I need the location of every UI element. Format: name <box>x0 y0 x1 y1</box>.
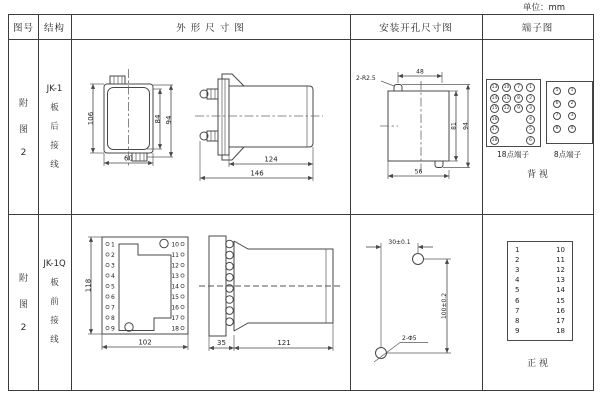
terminal-pin: 11 <box>503 95 510 101</box>
pin-number: 18 <box>556 326 565 335</box>
dim-front-outer-height: 94 <box>165 115 173 125</box>
terminal-block-18pt <box>486 79 541 147</box>
terminal-pin: 4 <box>568 125 576 133</box>
pin-number: 5 <box>515 286 520 295</box>
pin-number: 6 <box>515 296 520 305</box>
pin-number: 8 <box>111 314 115 322</box>
terminal-pin: 5 <box>526 125 535 134</box>
terminal-pin: 2 <box>526 94 535 103</box>
pin-number: 7 <box>111 304 115 312</box>
dim-side-flange: 35 <box>217 339 226 347</box>
terminal-pin: 8 <box>514 94 523 103</box>
label-hole-diameter: 2-Φ5 <box>402 335 417 342</box>
fig-char: 图 <box>18 124 28 135</box>
pin-number: 16 <box>556 306 565 315</box>
terminal-block-8pt <box>546 81 593 144</box>
pin-number: 18 <box>171 325 179 333</box>
terminal-pin: 16 <box>491 116 498 122</box>
header-install-dims: 安装开孔尺寸图 <box>379 23 453 34</box>
dim-install-top-width: 48 <box>416 68 424 76</box>
terminal-pin: 6 <box>553 100 561 108</box>
model-name: JK-1Q <box>43 259 66 269</box>
pin-number: 9 <box>111 325 115 333</box>
header-structure: 结构 <box>43 23 65 34</box>
struct-char: 接 <box>50 140 59 151</box>
label-18pt: 18点端子 <box>496 150 530 159</box>
struct-char: 后 <box>50 121 59 132</box>
struct-char: 接 <box>50 316 59 326</box>
pin-number: 10 <box>556 246 565 254</box>
pin-number: 13 <box>171 272 179 280</box>
label-8pt: 8点端子 <box>553 150 582 159</box>
pin-number: 8 <box>515 316 520 325</box>
row2-terminal-cell <box>482 214 593 390</box>
fig-char: 2 <box>20 323 27 333</box>
dim-hole-spacing-y: 100±0.2 <box>441 292 449 320</box>
pin-number: 15 <box>171 293 179 301</box>
pin-number: 15 <box>556 296 565 305</box>
row1-front-view <box>87 69 173 167</box>
row2-structure <box>38 214 71 390</box>
label-rear-view: 背 视 <box>527 170 548 180</box>
dim-side-body: 124 <box>264 155 278 164</box>
pin-number: 3 <box>111 262 115 270</box>
label-front-view: 正 视 <box>527 359 548 369</box>
terminal-pin: 8 <box>553 125 561 133</box>
struct-char: 线 <box>50 159 59 170</box>
pin-number: 12 <box>556 266 565 275</box>
fig-char: 附 <box>18 98 28 109</box>
dim-install-outer-height: 94 <box>462 122 470 130</box>
terminal-pin: 2 <box>568 100 576 108</box>
terminal-pin: 5 <box>553 87 561 95</box>
drawing-table <box>8 14 594 391</box>
dim-front-width: 102 <box>138 338 152 347</box>
pin-number: 4 <box>515 276 520 285</box>
row1-fig-no <box>9 39 38 214</box>
pin-number: 10 <box>171 241 179 249</box>
pin-number: 13 <box>556 276 565 285</box>
row1-side-view <box>195 74 323 181</box>
dim-side-body: 121 <box>277 339 291 347</box>
terminal-pin: 3 <box>526 104 535 113</box>
pin-number: 17 <box>556 316 565 325</box>
fig-char: 附 <box>18 274 28 284</box>
pin-number: 16 <box>171 304 179 312</box>
dim-front-inner-height: 84 <box>154 114 162 124</box>
terminal-pin: 6 <box>526 136 535 145</box>
dim-front-width: 60 <box>124 154 133 163</box>
header-terminal-diagram: 端子图 <box>521 23 554 34</box>
fig-char: 2 <box>20 147 27 158</box>
terminal-pin: 7 <box>553 112 561 120</box>
pin-number: 6 <box>111 293 115 301</box>
pin-number: 2 <box>515 256 520 265</box>
row1-structure <box>38 39 71 214</box>
header-outline-dims: 外 形 尺 寸 图 <box>176 23 245 34</box>
dim-hole-spacing-x: 30±0.1 <box>388 239 411 246</box>
dim-front-height: 106 <box>87 111 95 126</box>
fig-char: 图 <box>18 300 28 310</box>
header-fig-no: 图号 <box>12 23 34 34</box>
row2-fig-no <box>9 214 38 390</box>
terminal-pin: 7 <box>514 83 523 92</box>
pin-number: 11 <box>171 251 179 259</box>
terminal-pin: 3 <box>568 112 576 120</box>
row2-front-view <box>85 237 189 350</box>
pin-number: 1 <box>111 241 115 249</box>
terminal-pin: 1 <box>568 87 576 95</box>
terminal-pin: 17 <box>491 127 498 132</box>
struct-char: 板 <box>50 102 59 113</box>
dim-install-inner-height: 81 <box>450 122 458 130</box>
dim-install-bottom-width: 56 <box>414 168 423 176</box>
pin-number: 14 <box>556 286 565 295</box>
row1-install-drawing <box>350 39 482 214</box>
terminal-pin: 15 <box>491 106 498 111</box>
terminal-pin: 12 <box>503 106 510 111</box>
row1-terminal-cell <box>482 39 593 214</box>
pin-number: 1 <box>515 246 520 254</box>
unit-label: 单位：mm <box>522 3 566 13</box>
terminal-pin: 1 <box>526 83 535 92</box>
terminal-pin: 18 <box>491 137 498 143</box>
terminal-pin: 10 <box>503 85 510 90</box>
dim-side-total: 146 <box>250 169 264 178</box>
label-slot-radius: 2-R2.5 <box>356 75 376 82</box>
pin-number: 9 <box>515 326 520 335</box>
struct-char: 前 <box>50 297 59 307</box>
pin-number: 17 <box>171 314 179 322</box>
pin-number: 11 <box>556 256 565 265</box>
terminal-pin: 9 <box>514 104 523 113</box>
terminal-pin: 13 <box>491 85 498 90</box>
model-name: JK-1 <box>46 83 63 94</box>
terminal-pin: 14 <box>491 95 498 101</box>
pin-number: 3 <box>515 266 520 275</box>
row2-outline-drawing <box>71 214 350 390</box>
pin-number: 12 <box>171 262 179 270</box>
pin-number: 7 <box>515 306 520 315</box>
terminal-block-front <box>507 241 573 341</box>
row1-outline-drawing <box>71 39 350 214</box>
pin-number: 14 <box>171 283 179 291</box>
pin-number: 4 <box>111 272 115 280</box>
row2-install-drawing <box>350 214 482 390</box>
pin-number: 5 <box>111 283 115 291</box>
pin-number: 2 <box>111 251 115 259</box>
row2-side-view <box>199 236 342 351</box>
dim-front-height: 118 <box>84 278 93 293</box>
struct-char: 板 <box>50 278 59 288</box>
struct-char: 线 <box>50 335 59 345</box>
terminal-pin: 4 <box>526 115 535 124</box>
